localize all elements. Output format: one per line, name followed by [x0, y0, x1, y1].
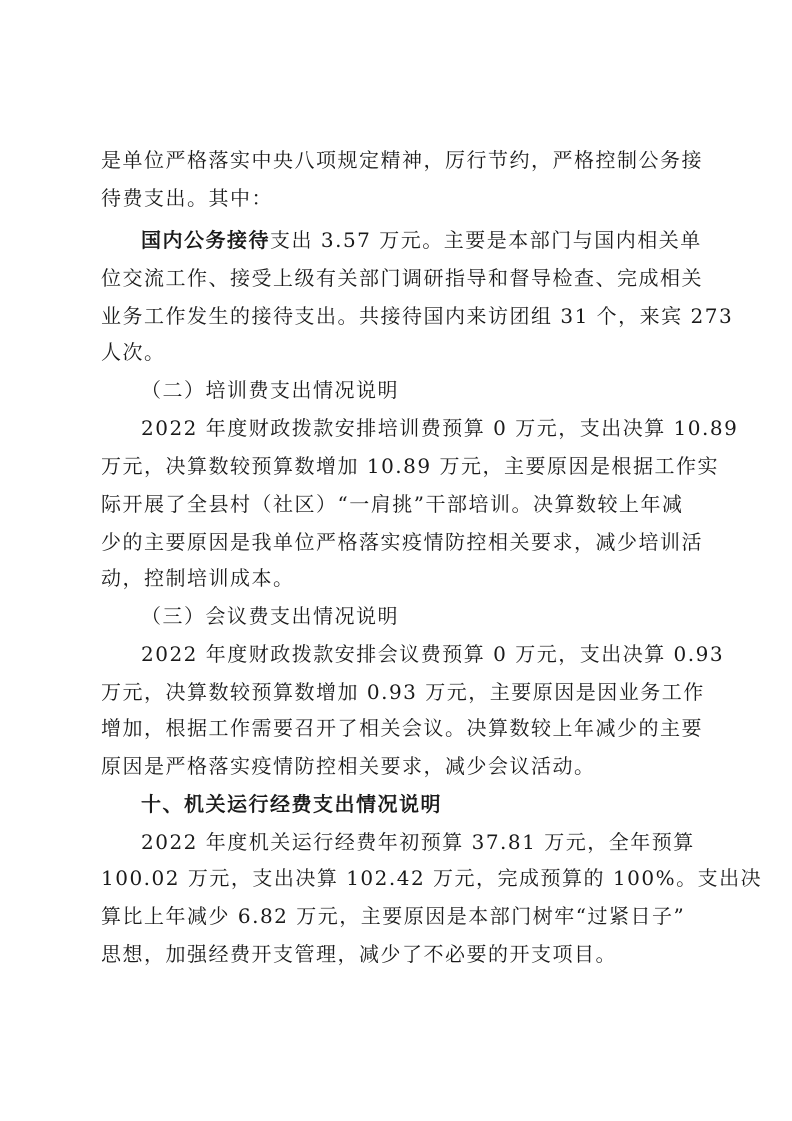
paragraph-line: 人次。 — [101, 340, 166, 364]
paragraph-line: 位交流工作、接受上级有关部门调研指导和督导检查、完成相关 — [101, 266, 703, 290]
section-heading-training: （二）培训费支出情况说明 — [141, 378, 399, 402]
paragraph-line: 业务工作发生的接待支出。共接待国内来访团组 31 个，来宾 273 — [101, 304, 734, 328]
paragraph-line: 原因是严格落实疫情防控相关要求，减少会议活动。 — [101, 754, 596, 778]
paragraph-line: 思想，加强经费开支管理，减少了不必要的开支项目。 — [101, 942, 617, 966]
paragraph-line: 算比上年减少 6.82 万元，主要原因是本部门树牢“过紧日子” — [101, 904, 686, 928]
section-heading-meeting: （三）会议费支出情况说明 — [141, 604, 399, 628]
paragraph-line: 100.02 万元，支出决算 102.42 万元，完成预算的 100%。支出决 — [101, 866, 763, 890]
section-heading-operating-expenses: 十、机关运行经费支出情况说明 — [141, 792, 442, 816]
paragraph-line: 万元，决算数较预算数增加 10.89 万元，主要原因是根据工作实 — [101, 454, 719, 478]
paragraph-line: 2022 年度财政拨款安排培训费预算 0 万元，支出决算 10.89 — [141, 416, 739, 440]
paragraph-line: 际开展了全县村（社区）“一肩挑”干部培训。决算数较上年减 — [101, 492, 684, 516]
bold-lead-term: 国内公务接待 — [141, 228, 270, 252]
paragraph-line: 增加，根据工作需要召开了相关会议。决算数较上年减少的主要 — [101, 716, 703, 740]
paragraph-text: 支出 3.57 万元。主要是本部门与国内相关单 — [270, 228, 702, 252]
paragraph-line — [141, 228, 792, 252]
paragraph-line: 2022 年度财政拨款安排会议费预算 0 万元，支出决算 0.93 — [141, 642, 725, 666]
paragraph-line: 待费支出。其中： — [101, 186, 273, 210]
paragraph-line: 2022 年度机关运行经费年初预算 37.81 万元，全年预算 — [141, 830, 695, 854]
paragraph-line: 万元，决算数较预算数增加 0.93 万元，主要原因是因业务工作 — [101, 680, 705, 704]
paragraph-line: 少的主要原因是我单位严格落实疫情防控相关要求，减少培训活 — [101, 530, 703, 554]
paragraph-line: 动，控制培训成本。 — [101, 566, 295, 590]
paragraph-line: 是单位严格落实中央八项规定精神，厉行节约，严格控制公务接 — [101, 148, 703, 172]
